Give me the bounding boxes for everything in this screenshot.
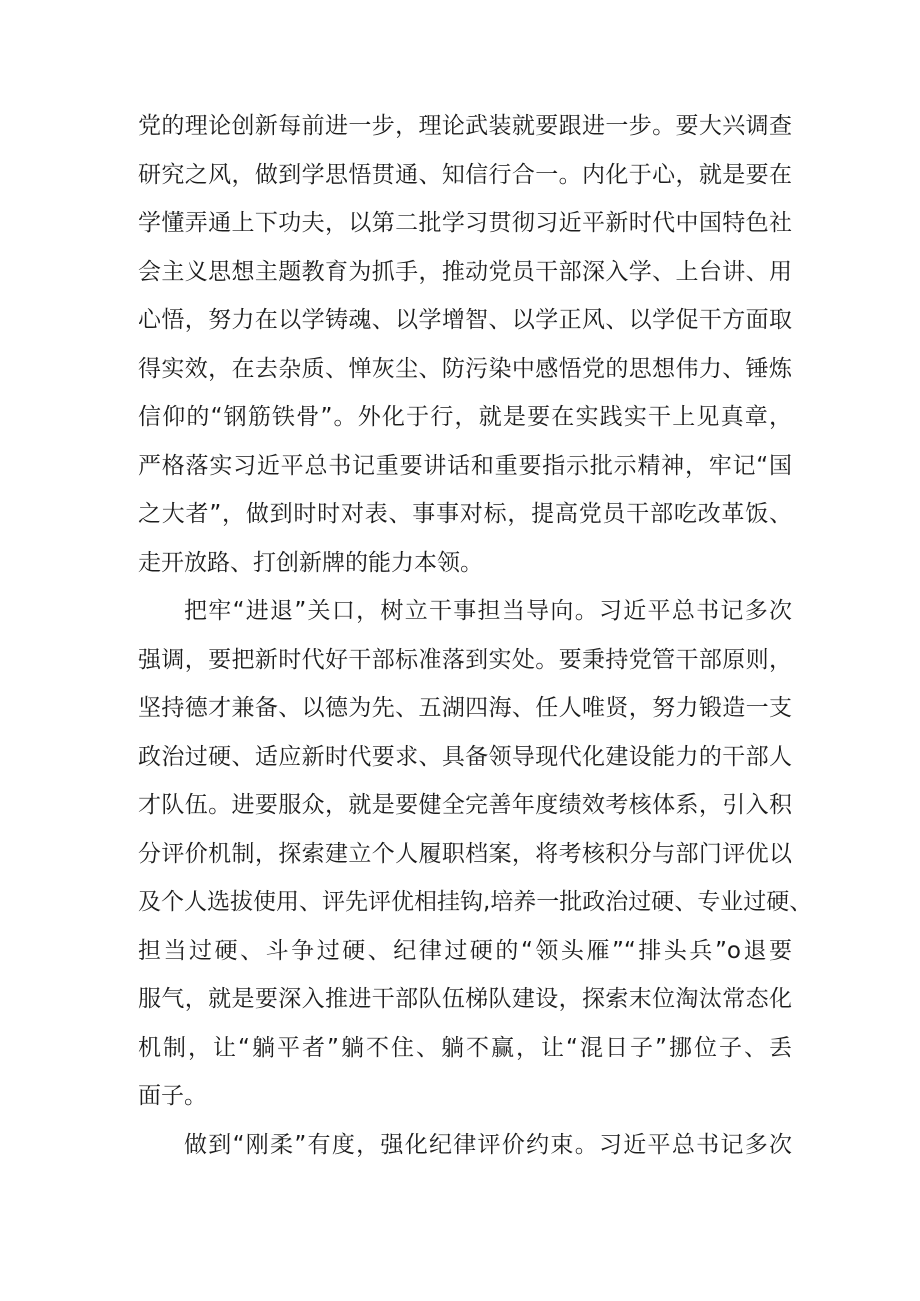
text-line: 研究之风，做到学思悟贯通、知信行合一。内化于心，就是要在 — [138, 161, 792, 188]
text-line: 面子。 — [138, 1083, 207, 1109]
text-line: 强调，要把新时代好干部标准落到实处。要秉持党管干部原则， — [138, 646, 792, 673]
text-line: 做到“刚柔”有度，强化纪律评价约束。习近平总书记多次 — [184, 1131, 792, 1158]
text-line: 机制，让“躺平者”躺不住、躺不赢，让“混日子”挪位子、丢 — [138, 1034, 792, 1061]
text-line: 分评价机制，探索建立个人履职档案，将考核积分与部门评优以 — [138, 840, 792, 867]
text-line: 严格落实习近平总书记重要讲话和重要指示批示精神，牢记“国 — [138, 452, 792, 479]
text-line: 服气，就是要深入推进干部队伍梯队建设，探索末位淘汰常态化 — [138, 986, 792, 1012]
text-line: 及个人选拔使用、评先评优相挂钩,培养一批政治过硬、专业过硬、 — [138, 889, 813, 915]
text-line: 得实效，在去杂质、惮灰尘、防污染中感悟党的思想伟力、锤炼 — [138, 355, 792, 382]
text-line: 信仰的“钢筋铁骨”。外化于行，就是要在实践实干上见真章， — [138, 404, 792, 430]
text-line: 走开放路、打创新牌的能力本领。 — [138, 549, 483, 576]
text-line: 党的理论创新每前进一步，理论武装就要跟进一步。要大兴调查 — [138, 113, 792, 139]
text-line: 之大者”，做到时时对表、事事对标，提高党员干部吃改革饭、 — [138, 501, 792, 527]
text-line: 担当过硬、斗争过硬、纪律过硬的“领头雁”“排头兵”o退要 — [138, 937, 792, 964]
text-line: 政治过硬、适应新时代要求、具备领导现代化建设能力的干部人 — [138, 743, 792, 770]
text-line: 心悟，努力在以学铸魂、以学增智、以学正风、以学促干方面取 — [138, 307, 792, 333]
text-line: 会主义思想主题教育为抓手，推动党员干部深入学、上台讲、用 — [138, 258, 792, 285]
text-line: 把牢“进退”关口，树立干事担当导向。习近平总书记多次 — [184, 598, 792, 624]
text-line: 才队伍。进要服众，就是要健全完善年度绩效考核体系，引入积 — [138, 792, 792, 818]
text-line: 坚持德才兼备、以德为先、五湖四海、任人唯贤，努力锻造一支 — [138, 695, 792, 721]
text-line: 学懂弄通上下功夫，以第二批学习贯彻习近平新时代中国特色社 — [138, 210, 792, 236]
document-body — [138, 102, 813, 1169]
